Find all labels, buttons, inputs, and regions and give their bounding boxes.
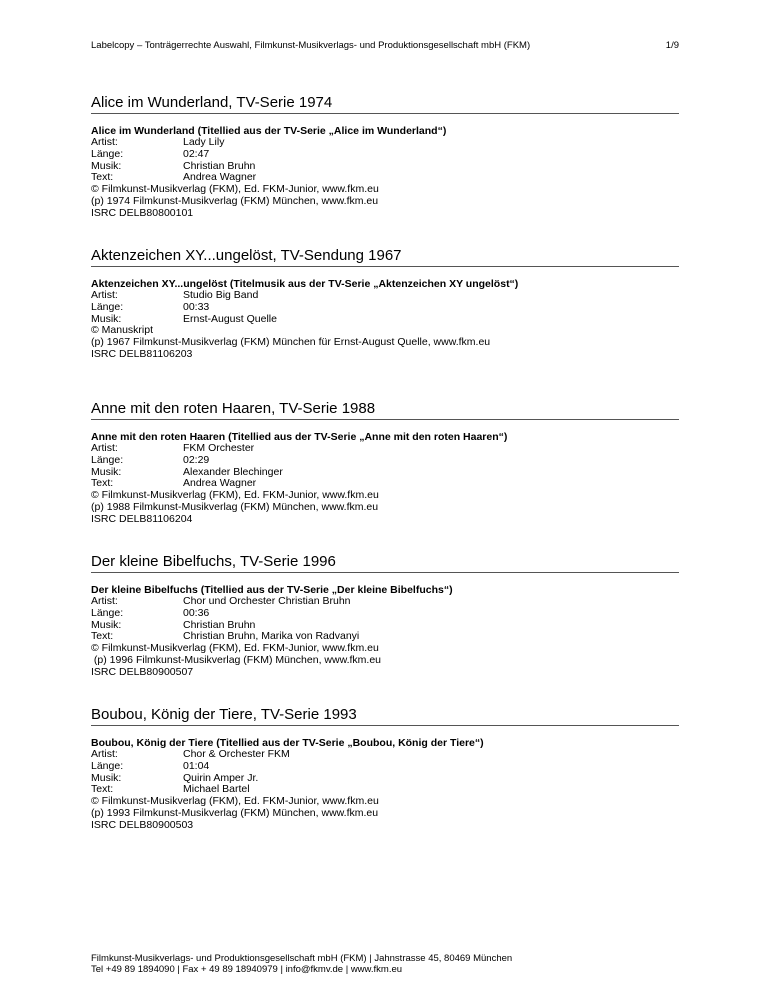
footer-contact: Tel +49 89 1894090 | Fax + 49 89 18940979 | info@fkmv.de | www.fkm.eu [91, 964, 403, 975]
page-footer [91, 953, 611, 975]
field-value: Studio Big Band [183, 289, 259, 301]
field-label: Musik: [91, 312, 122, 325]
metadata-row [91, 161, 679, 173]
field-value: Ernst-August Quelle [183, 312, 277, 325]
field-value: Chor und Orchester Christian Bruhn [183, 595, 351, 607]
document-body [91, 94, 679, 859]
track-section [91, 247, 679, 400]
rights-line: ISRC DELB81106204 [91, 512, 193, 525]
track-section [91, 94, 679, 247]
rights-line: © Manuskript [91, 324, 154, 337]
field-label: Musik: [91, 159, 122, 172]
field-value: Chor & Orchester FKM [183, 748, 290, 760]
section-heading: Anne mit den roten Haaren, TV-Serie 1988 [91, 400, 679, 420]
field-label: Artist: [91, 595, 118, 607]
field-label: Länge: [91, 300, 124, 313]
track-title: Der kleine Bibelfuchs (Titellied aus der TV-Serie „Der kleine Bibelfuchs“) [91, 584, 453, 596]
track-title: Alice im Wunderland (Titellied aus der TV-Serie „Alice im Wunderland“) [91, 125, 447, 137]
metadata-row [91, 443, 679, 455]
metadata-row [91, 302, 679, 314]
metadata-row [91, 749, 679, 761]
rights-line: ISRC DELB80800101 [91, 206, 194, 219]
field-label: Musik: [91, 465, 122, 478]
field-value: Quirin Amper Jr. [183, 771, 259, 784]
track-section [91, 553, 679, 706]
track-title: Boubou, König der Tiere (Titellied aus der TV-Serie „Boubou, König der Tiere“) [91, 737, 484, 749]
track-title: Anne mit den roten Haaren (Titellied aus der TV-Serie „Anne mit den roten Haaren“) [91, 431, 508, 443]
field-value: Christian Bruhn [183, 159, 256, 172]
field-label: Artist: [91, 289, 118, 301]
metadata-row [91, 596, 679, 608]
field-value: Michael Bartel [183, 783, 250, 796]
field-value: Andrea Wagner [183, 477, 257, 490]
footer-address: Filmkunst-Musikverlags- und Produktionsgesellschaft mbH (FKM) | Jahnstrasse 45, 80469 München [91, 953, 513, 964]
field-label: Musik: [91, 771, 122, 784]
rights-line: (p) 1988 Filmkunst-Musikverlag (FKM) München, www.fkm.eu [91, 500, 379, 513]
rights-line: © Filmkunst-Musikverlag (FKM), Ed. FKM-Junior, www.fkm.eu [91, 795, 379, 808]
field-value: Lady Lily [183, 136, 225, 148]
metadata-row [91, 761, 679, 773]
field-label: Artist: [91, 442, 118, 454]
metadata-row [91, 467, 679, 479]
field-label: Länge: [91, 759, 124, 772]
rights-line: (p) 1974 Filmkunst-Musikverlag (FKM) München, www.fkm.eu [91, 194, 379, 207]
track-title: Aktenzeichen XY...ungelöst (Titelmusik aus der TV-Serie „Aktenzeichen XY ungelöst“) [91, 278, 519, 290]
field-value: 02:47 [183, 147, 210, 160]
field-label: Text: [91, 783, 114, 796]
rights-line: ISRC DELB80900503 [91, 818, 194, 831]
field-value: 02:29 [183, 453, 210, 466]
track-section [91, 400, 679, 553]
metadata-row [91, 620, 679, 632]
rights-line: © Filmkunst-Musikverlag (FKM), Ed. FKM-Junior, www.fkm.eu [91, 489, 379, 502]
field-label: Artist: [91, 748, 118, 760]
section-heading: Boubou, König der Tiere, TV-Serie 1993 [91, 706, 679, 726]
metadata-row [91, 290, 679, 302]
metadata-row [91, 455, 679, 467]
field-value: Andrea Wagner [183, 171, 257, 184]
section-heading: Der kleine Bibelfuchs, TV-Serie 1996 [91, 553, 679, 573]
rights-line: ISRC DELB81106203 [91, 347, 193, 360]
field-value: Christian Bruhn [183, 618, 256, 631]
rights-line: (p) 1996 Filmkunst-Musikverlag (FKM) München, www.fkm.eu [91, 653, 381, 666]
metadata-row [91, 149, 679, 161]
field-value: Alexander Blechinger [183, 465, 283, 478]
field-value: 01:04 [183, 759, 210, 772]
metadata-row [91, 137, 679, 149]
section-heading: Aktenzeichen XY...ungelöst, TV-Sendung 1967 [91, 247, 679, 267]
metadata-row [91, 608, 679, 620]
rights-line: © Filmkunst-Musikverlag (FKM), Ed. FKM-Junior, www.fkm.eu [91, 183, 379, 196]
field-label: Länge: [91, 147, 124, 160]
track-section [91, 706, 679, 859]
field-label: Artist: [91, 136, 118, 148]
field-label: Länge: [91, 453, 124, 466]
field-label: Text: [91, 477, 114, 490]
section-heading: Alice im Wunderland, TV-Serie 1974 [91, 94, 679, 114]
rights-line: (p) 1967 Filmkunst-Musikverlag (FKM) München für Ernst-August Quelle, www.fkm.eu [91, 336, 491, 349]
rights-line: © Filmkunst-Musikverlag (FKM), Ed. FKM-Junior, www.fkm.eu [91, 642, 379, 655]
rights-line: ISRC DELB80900507 [91, 665, 194, 678]
field-label: Text: [91, 630, 114, 643]
field-value: 00:33 [183, 300, 210, 313]
metadata-row [91, 773, 679, 785]
field-value: 00:36 [183, 606, 210, 619]
field-label: Musik: [91, 618, 122, 631]
rights-line: (p) 1993 Filmkunst-Musikverlag (FKM) München, www.fkm.eu [91, 806, 379, 819]
page-number: 1/9 [665, 40, 679, 51]
header-title: Labelcopy – Tonträgerrechte Auswahl, Filmkunst-Musikverlags- und Produktionsgesellschaft mbH (FKM) [91, 40, 531, 51]
field-label: Länge: [91, 606, 124, 619]
metadata-row [91, 314, 679, 326]
field-value: FKM Orchester [183, 442, 255, 454]
field-value: Christian Bruhn, Marika von Radvanyi [183, 630, 360, 643]
field-label: Text: [91, 171, 114, 184]
